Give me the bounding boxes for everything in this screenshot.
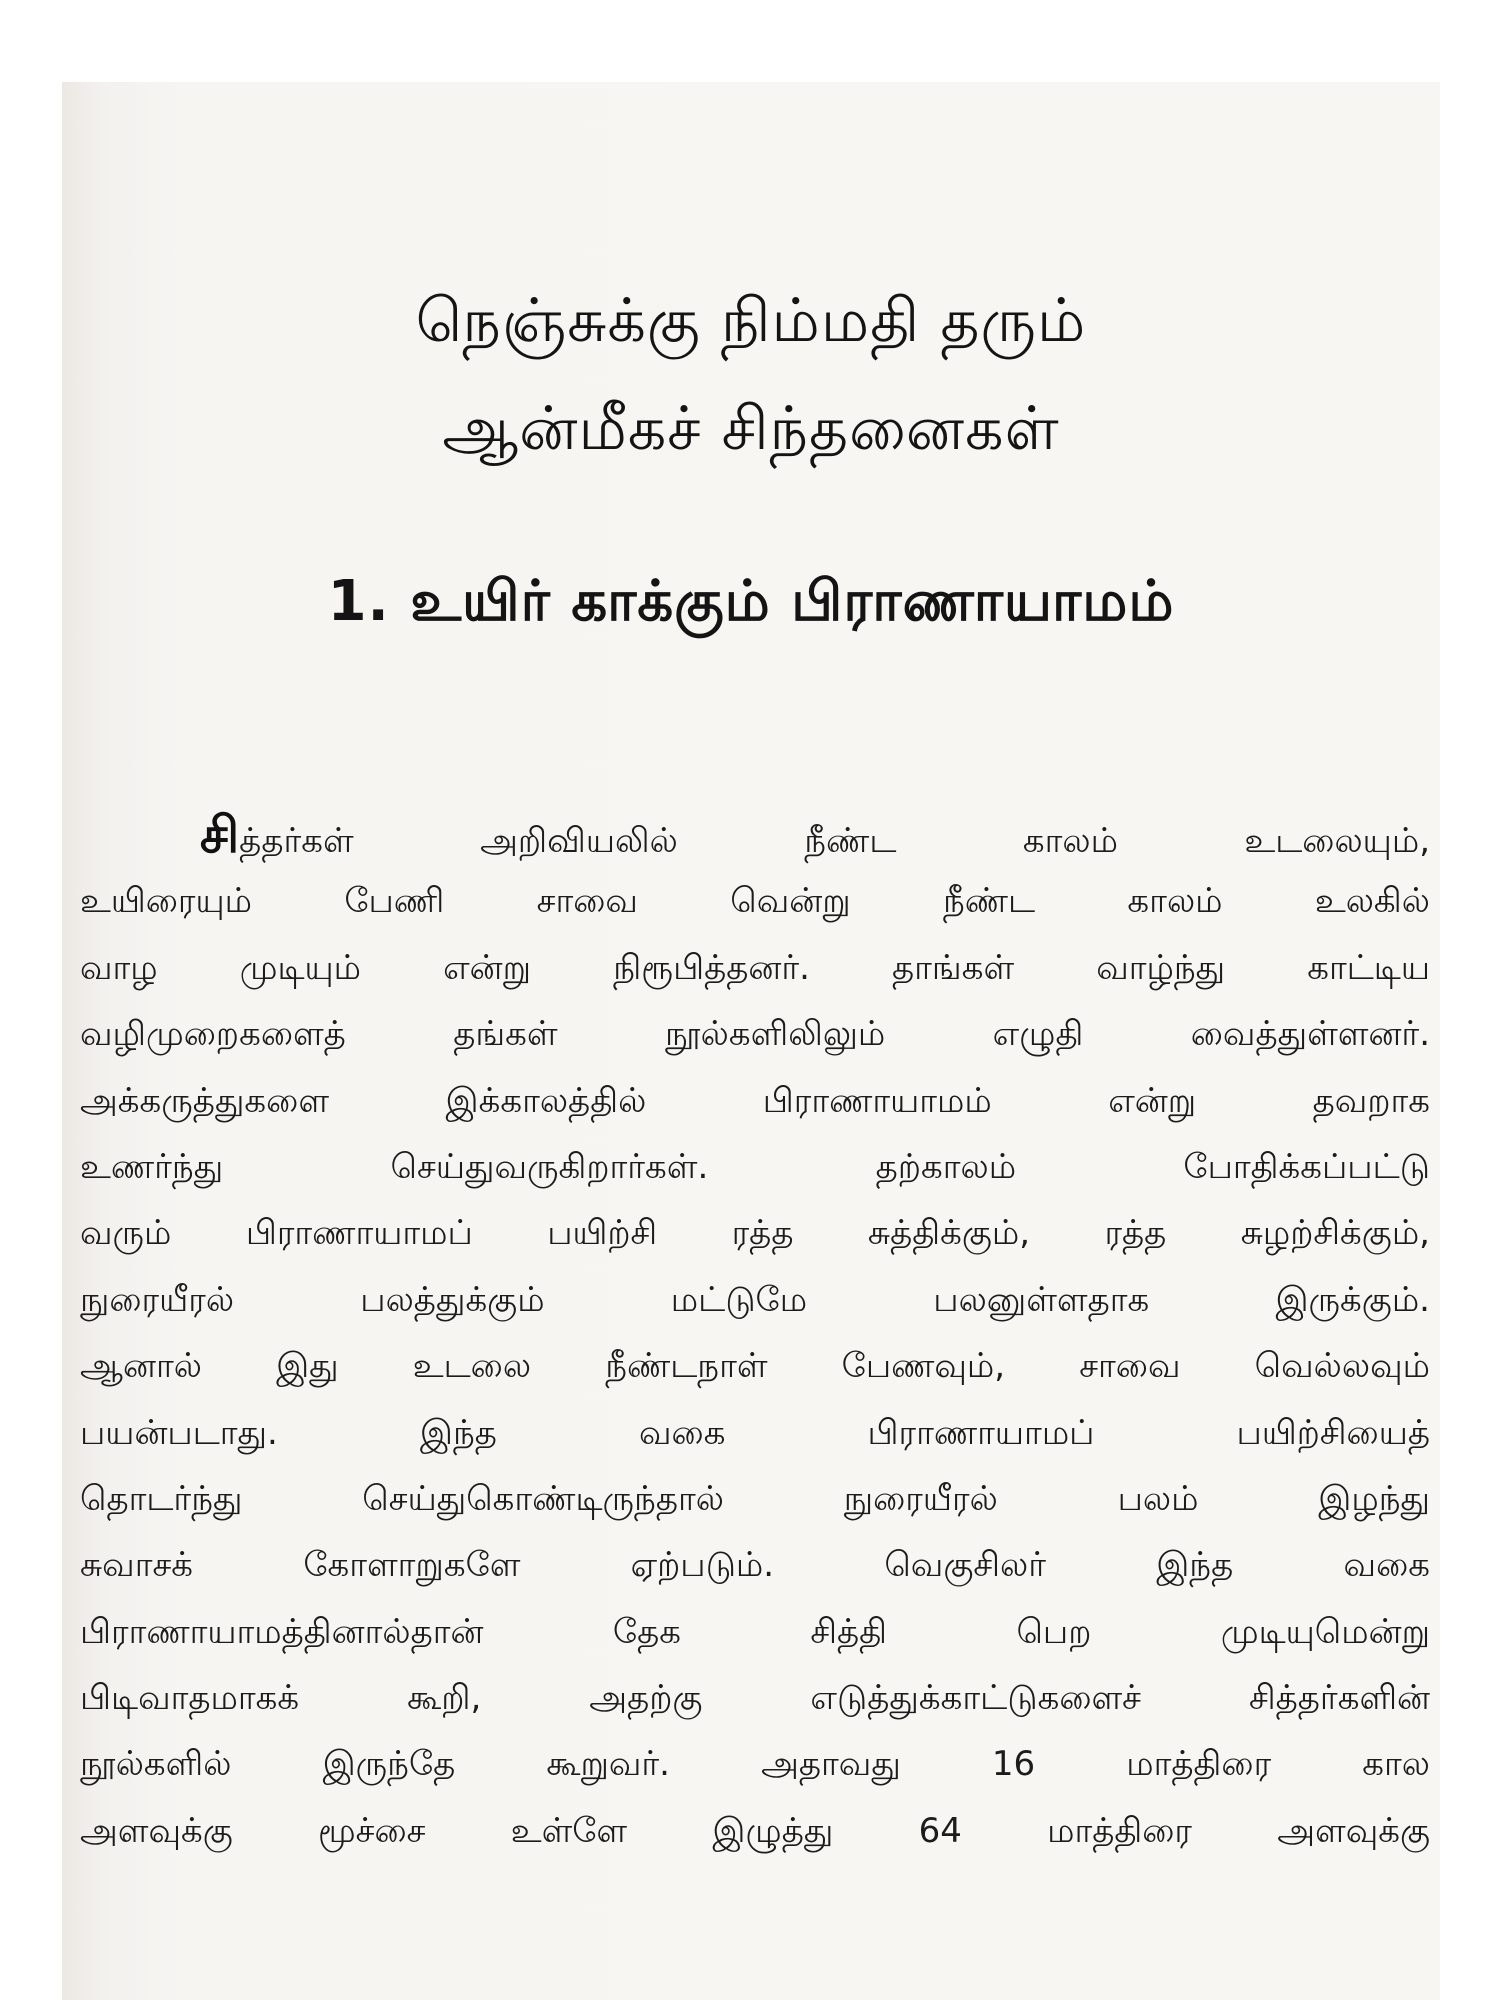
body-line [80, 802, 1430, 868]
body-line: உயிரையும் பேணி சாவை வென்று நீண்ட காலம் உலகில் [80, 881, 1430, 922]
book-page [62, 82, 1440, 2000]
body-line: அக்கருத்துகளை இக்காலத்தில் பிராணாயாமம் என்று தவறாக [80, 1080, 1430, 1121]
body-line: உணர்ந்து செய்துவருகிறார்கள். தற்காலம் போதிக்கப்பட்டு [80, 1146, 1430, 1187]
body-line: பிராணாயாமத்தினால்தான் தேக சித்தி பெற முடியுமென்று [80, 1611, 1430, 1652]
body-line-text: த்தர்கள் அறிவியலில் நீண்ட காலம் உடலையும், [239, 821, 1430, 861]
chapter-heading: 1. உயிர் காக்கும் பிராணாயாமம் [327, 569, 1175, 634]
body-line: பிடிவாதமாகக் கூறி, அதற்கு எடுத்துக்காட்டுகளைச் சித்தர்களின் [80, 1678, 1430, 1719]
book-title-line-1: நெஞ்சுக்கு நிம்மதி தரும் [415, 286, 1087, 356]
drop-initial: சி [200, 806, 240, 864]
body-line: அளவுக்கு மூச்சை உள்ளே இழுத்து 64 மாத்திரை அளவுக்கு [80, 1810, 1430, 1851]
book-title [62, 267, 1440, 483]
body-line: வாழ முடியும் என்று நிரூபித்தனர். தாங்கள் வாழ்ந்து காட்டிய [80, 947, 1430, 988]
body-line: வரும் பிராணாயாமப் பயிற்சி ரத்த சுத்திக்கும், ரத்த சுழற்சிக்கும், [80, 1213, 1430, 1254]
body-line: பயன்படாது. இந்த வகை பிராணாயாமப் பயிற்சியைத் [80, 1412, 1430, 1453]
body-line: தொடர்ந்து செய்துகொண்டிருந்தால் நுரையீரல் பலம் இழந்து [80, 1478, 1430, 1519]
body-line: ஆனால் இது உடலை நீண்டநாள் பேணவும், சாவை வெல்லவும் [80, 1346, 1430, 1387]
body-line: நுரையீரல் பலத்துக்கும் மட்டுமே பலனுள்ளதாக இருக்கும். [80, 1279, 1430, 1320]
body-line: சுவாசக் கோளாறுகளே ஏற்படும். வெகுசிலர் இந்த வகை [80, 1545, 1430, 1586]
body-line: வழிமுறைகளைத் தங்கள் நூல்களிலிலும் எழுதி வைத்துள்ளனர். [80, 1014, 1430, 1055]
chapter-body [80, 802, 1430, 1864]
book-title-line-2: ஆன்மீகச் சிந்தனைகள் [442, 394, 1060, 464]
body-line: நூல்களில் இருந்தே கூறுவர். அதாவது 16 மாத்திரை கால [80, 1744, 1430, 1785]
